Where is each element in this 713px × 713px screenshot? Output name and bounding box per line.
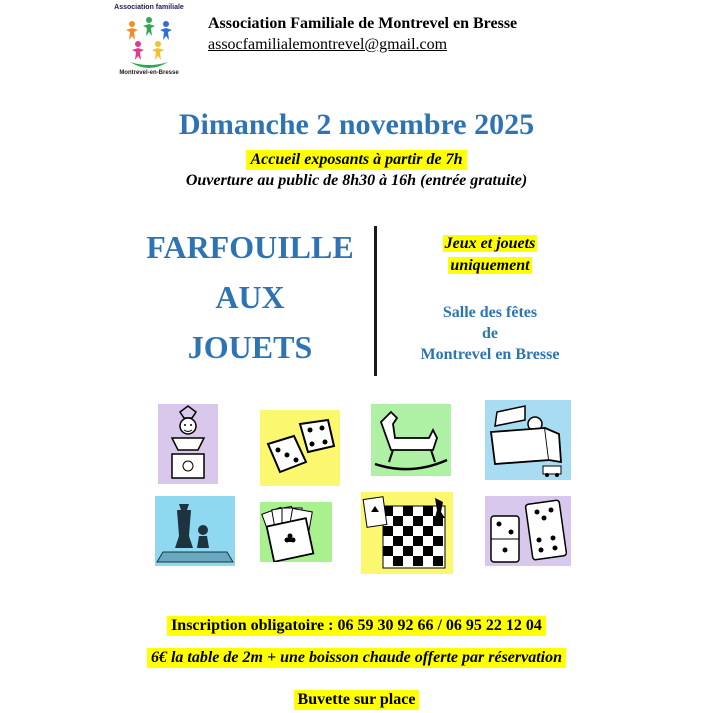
rocking-horse-tile [371,404,451,476]
event-date: Dimanche 2 novembre 2025 [178,108,535,141]
venue-line-1: Salle des fêtes [442,304,538,321]
logo-top-text: Association familiale [114,4,184,11]
inscription-line [0,616,713,636]
buvette-line [0,690,713,710]
jeux-line-1: Jeux et jouets [444,235,536,252]
venue-line-2: de [482,325,498,342]
ouverture-text: Ouverture au public de 8h30 à 16h (entrée gratuite) [185,172,528,189]
title-line-3: JOUETS [187,329,313,365]
vertical-divider [374,226,377,376]
association-logo [112,4,186,78]
dominoes-icon [485,496,571,566]
checkerboard-tile [361,492,453,574]
playing-cards-icon [260,502,332,562]
tarif-text: 6€ la table de 2m + une boisson chaude offerte par réservation [147,648,566,668]
accueil-text: Accueil exposants à partir de 7h [246,150,466,170]
toy-box-tile [485,400,571,480]
organization-name: Association Familiale de Montrevel en Bresse [208,15,518,32]
family-figures-icon [124,14,174,70]
rocking-horse-icon [371,404,451,476]
checkerboard-icon [361,492,453,574]
cards-tile [260,502,332,562]
dice-tile [260,410,340,486]
title-line-2: AUX [215,279,285,315]
venue-block [390,302,590,365]
chess-tile [155,496,235,566]
accueil-line [0,150,713,170]
email-link[interactable]: assocfamilialemontrevel@gmail.com [208,36,448,53]
dice-icon [260,410,340,486]
jeux-line-2: uniquement [450,257,530,274]
tarif-line [0,648,713,668]
jeux-block [390,233,590,277]
title-line-1: FARFOUILLE [146,229,354,265]
jack-in-the-box-tile [158,404,218,484]
inscription-text: Inscription obligatoire : 06 59 30 92 66 / 06 95 22 12 04 [167,616,546,636]
jack-in-the-box-icon [158,404,218,484]
toy-box-icon [485,400,571,480]
dominoes-tile [485,496,571,566]
logo-bottom-text: Montrevel-en-Bresse [119,70,179,76]
buvette-text: Buvette sur place [294,690,420,710]
venue-line-3: Montrevel en Bresse [420,346,560,363]
chess-pieces-icon [155,496,235,566]
